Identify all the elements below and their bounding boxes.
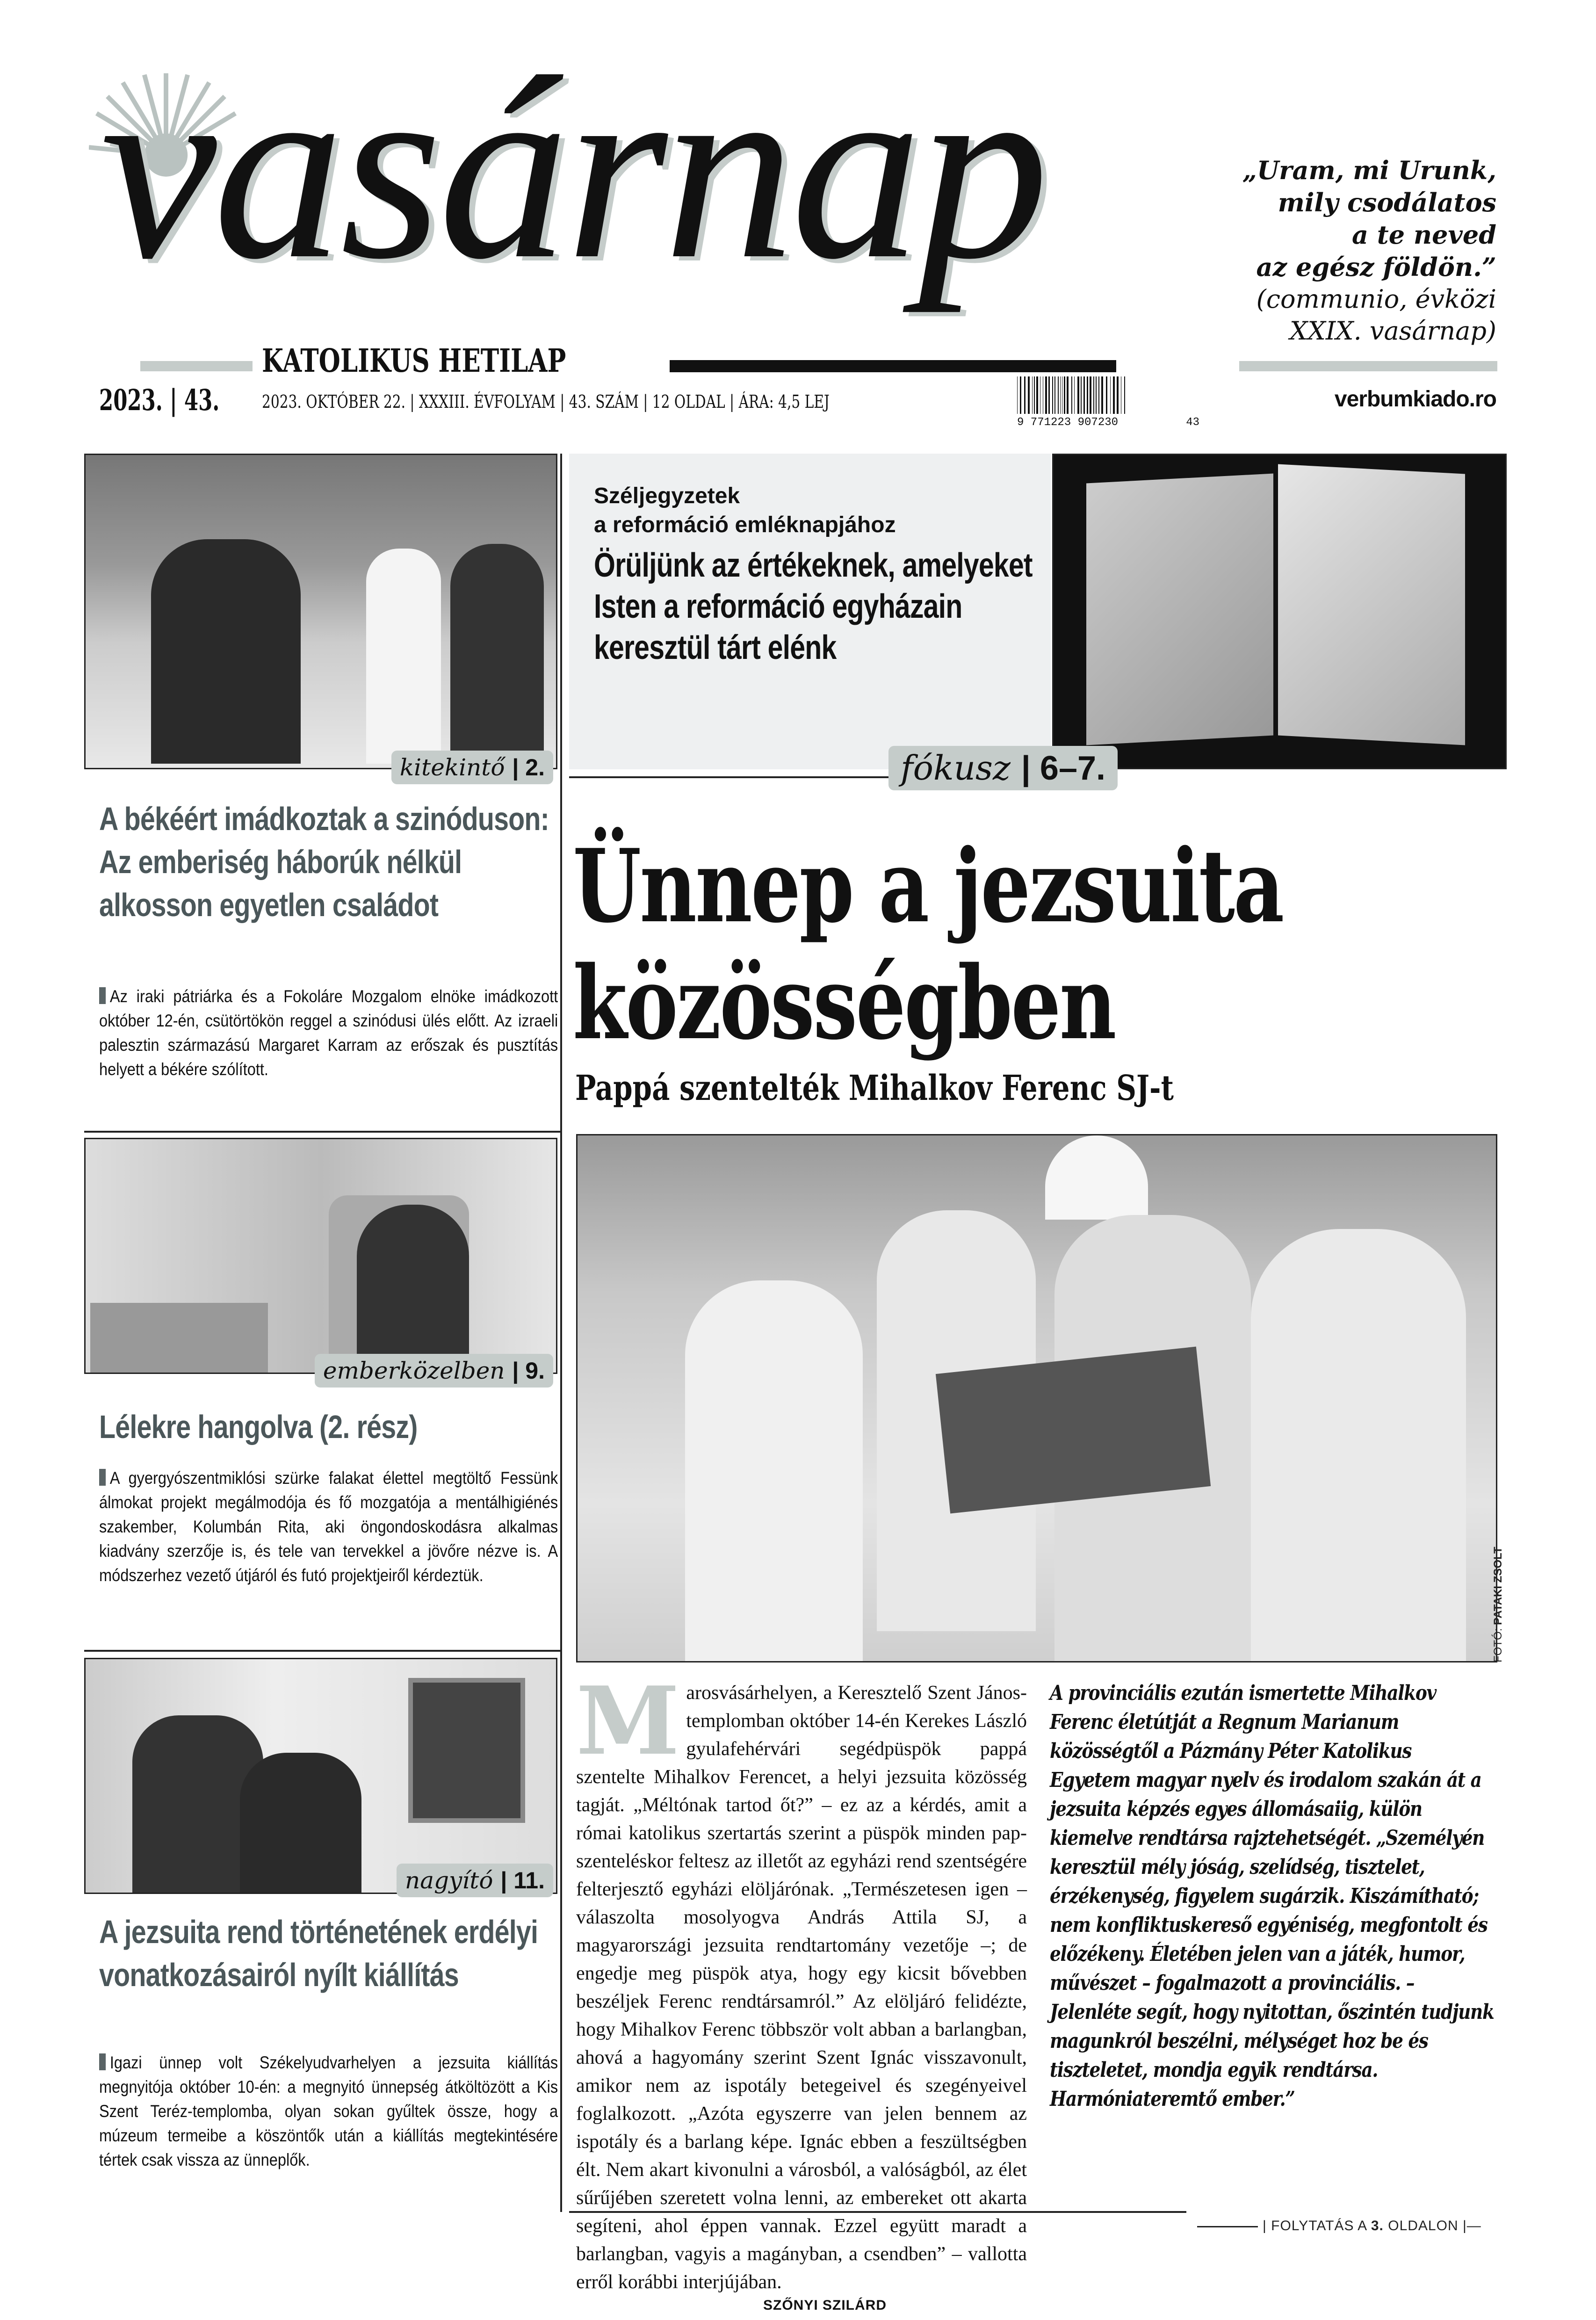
lead-kiallitas: Igazi ünnep volt Székelyudvarhelyen a jezsuita kiállítás megnyitója október 10-én: a megnyitó ünnepség átköltözött a Kis Szent Teréz-templomba, olyan sokan gyűltek össze, hogy a múzeum termeibe a köszöntők után a kiállítás megtekintésére tértek csak vissza az ünneplők.: [99, 2053, 558, 2169]
main-subtitle: Pappá szentelték Mihalkov Ferenc SJ-t: [575, 1068, 1174, 1108]
divider: [569, 776, 896, 778]
barcode-bar: [1036, 376, 1038, 414]
lead-lelekre: A gyergyószentmiklósi szürke falakat élettel megtöltő Fessünk álmokat projekt megálmodója és fő mozgatója a mentálhigiénés szakember, Kolumbán Rita, aki öngondoskodásra alkalmas kiadvány szerzője is, és tele van tervekkel a jövőre nézve is. A módszerhez vezető útjáról és futó projektjeiről kérdeztük.: [99, 1468, 558, 1585]
ordination-photo: [576, 1134, 1497, 1662]
barcode-bar: [1074, 376, 1075, 414]
barcode-bar: [1048, 376, 1050, 414]
divider: [84, 1650, 561, 1652]
section-tag-nagyito[interactable]: nagyító | 11.: [397, 1864, 553, 1897]
lead-synod: Az iraki pátriárka és a Fokoláre Mozgalom elnöke imádkozott október 12-én, csütörtökön reggel a szinódusi ülés előtt. Az izraeli palesztin származású Margaret Karram az erőszak és pusztítás helyett a békére szólított.: [99, 987, 558, 1079]
byline: SZŐNYI SZILÁRD: [763, 2298, 887, 2313]
masthead-rule-right: [1239, 361, 1497, 371]
divider: [84, 1131, 561, 1133]
barcode-bar: [1045, 376, 1047, 414]
barcode-bar: [1083, 376, 1085, 414]
barcode: 9 771223 907230 43: [1017, 376, 1204, 428]
dropcap: M: [576, 1666, 680, 1776]
issue-number: 2023. | 43.: [99, 383, 220, 417]
barcode-bar: [1052, 376, 1053, 414]
barcode-bar: [1024, 376, 1025, 414]
continued-link[interactable]: | FOLYTATÁS A 3. OLDALON |—: [1263, 2218, 1481, 2233]
main-headline[interactable]: Ünnep a jezsuita közösségben: [573, 827, 1283, 1062]
barcode-bar: [1034, 376, 1035, 414]
divider: [569, 2211, 1186, 2213]
barcode-bar: [1090, 376, 1091, 414]
masthead-rule-left: [140, 361, 253, 371]
masthead-logo: vasárnap: [101, 23, 1046, 313]
barcode-bar: [1117, 376, 1119, 414]
barcode-bar: [1087, 376, 1088, 414]
issue-details: 2023. OKTÓBER 22. | XXXIII. ÉVFOLYAM | 43. SZÁM | 12 OLDAL | ÁRA: 4,5 LEJ: [262, 391, 830, 412]
focus-kicker: Széljegyzetek a reformáció emléknapjához: [594, 484, 896, 537]
focus-title[interactable]: Örüljünk az értékeknek, amelyeket Isten a reformáció egyházain keresztül tárt elénk: [594, 547, 1033, 666]
lead-marker-icon: [99, 1469, 106, 1486]
barcode-bar: [1113, 376, 1115, 414]
barcode-bar: [1110, 376, 1111, 414]
exhibition-photo: [84, 1658, 557, 1894]
lead-marker-icon: [99, 987, 106, 1004]
headline-lelekre[interactable]: Lélekre hangolva (2. rész): [99, 1409, 418, 1445]
masthead-rule-black: [670, 360, 1116, 372]
main-body-col2: A provinciális ezután ismertette Mihalkov Ferenc életútját a Regnum Marianum közösségtől a Pázmány Péter Katolikus Egyetem magyar nyelv és irodalom szakán át a jezsuita képzés egyes állomásaiig, külön kiemelve rendtársa rajztehetségét. „Személyén keresztül mély jóság, szelídség, tisztelet, érzékenység, figyelem sugárzik. Kiszámítható; nem konfliktuskereső egyéniség, megfontolt és előzékeny. Életében jelen van a játék, humor, művészet – fogalmazott a provinciális. – Jelenléte segít, hogy nyitottan, őszintén tudjunk magunkról beszélni, mélységet hoz be és tiszteletet, mondja egyik rendtársa. Harmóniateremtő ember.”: [1050, 1681, 1494, 2111]
section-tag-emberkozelben[interactable]: emberközelben | 9.: [315, 1354, 553, 1388]
barcode-bar: [1054, 376, 1055, 414]
barcode-bar: [1017, 376, 1018, 414]
barcode-bar: [1067, 376, 1069, 414]
website-link[interactable]: verbumkiado.ro: [1334, 387, 1496, 412]
divider: [1197, 2226, 1258, 2227]
bible-photo: [1052, 454, 1507, 769]
book-icon: [936, 1347, 1211, 1514]
liturgy-quote: „Uram, mi Urunk, mily csodálatos a te neved az egész földön.” (communio, évközi XXIX. vasárnap): [1242, 155, 1496, 346]
interview-photo: [84, 1138, 557, 1374]
barcode-bar: [1064, 376, 1065, 414]
barcode-bar: [1093, 376, 1094, 414]
lead-marker-icon: [99, 2053, 106, 2070]
masthead-subtitle: KATOLIKUS HETILAP: [262, 342, 566, 380]
barcode-bar: [1060, 376, 1061, 414]
synod-photo: [84, 454, 557, 769]
headline-synod[interactable]: A békéért imádkoztak a szinóduson: Az emberiség háborúk nélkül alkosson egyetlen családot: [99, 801, 549, 923]
barcode-bar: [1098, 376, 1099, 414]
barcode-bar: [1071, 376, 1072, 414]
barcode-bar: [1028, 376, 1030, 414]
barcode-bar: [1077, 376, 1079, 414]
barcode-bar: [1081, 376, 1082, 414]
section-tag-fokusz[interactable]: fókusz | 6–7.: [888, 746, 1118, 790]
barcode-bar: [1032, 376, 1033, 414]
section-tag-kitekinto[interactable]: kitekintő | 2.: [391, 751, 553, 784]
column-divider: [560, 454, 562, 2212]
barcode-bar: [1101, 376, 1103, 414]
barcode-bars-icon: [1017, 376, 1204, 414]
headline-kiallitas[interactable]: A jezsuita rend történetének erdélyi vonatkozásairól nyílt kiállítás: [99, 1914, 538, 1993]
photo-credit: FOTÓ: PATAKI ZSOLT: [1492, 1547, 1504, 1662]
barcode-bar: [1058, 376, 1059, 414]
barcode-bar: [1124, 376, 1125, 414]
barcode-bar: [1020, 376, 1021, 414]
barcode-bar: [1106, 376, 1107, 414]
barcode-bar: [1096, 376, 1097, 414]
main-body-col1: Marosvásárhelyen, a Keresztelő Szent János-templomban október 14-én Kerekes László gyulafehérvári segédpüspök pappá szentelte Mihalkov Ferencet, a helyi jezsuita közösség tagját. „Méltónak tartod őt?” – ez az a kérdés, amit a római katolikus szertartás szerint a püspök minden pap-szenteléskor feltesz az illetőt az egyházi rend szentségére felterjesztő egyházi elöljárónak. „Természetesen igen – válaszolta mosolyogva András Attila SJ, a magyarországi jezsuita rendtartomány vezetője –; de engedje meg püspök atya, hogy egy kicsit bővebben beszéljek Ferenc rendtársamról.” Az elöljáró felidézte, hogy Mihalkov Ferenc többször volt abban a barlangban, ahová a hagyomány szerint Szent Ignác visszavonult, amikor nem az ispotály betegeivel és szegényeivel foglalkozott. „Azóta egyszerre van jelen bennem az ispotály és a barlang képe. Ignác ebben a feszültségben élt. Nem akart kivonulni a városból, a valóságból, az élet sűrűjében szeretett volna lenni, az embereket ott akarta segíteni, ahol éppen vannak. Ezzel együtt maradt a barlangban, vagyis a magányban, a csendben” – vallotta erről korábbi interjújában. SZŐNYI SZILÁRD: [576, 1679, 1027, 2315]
